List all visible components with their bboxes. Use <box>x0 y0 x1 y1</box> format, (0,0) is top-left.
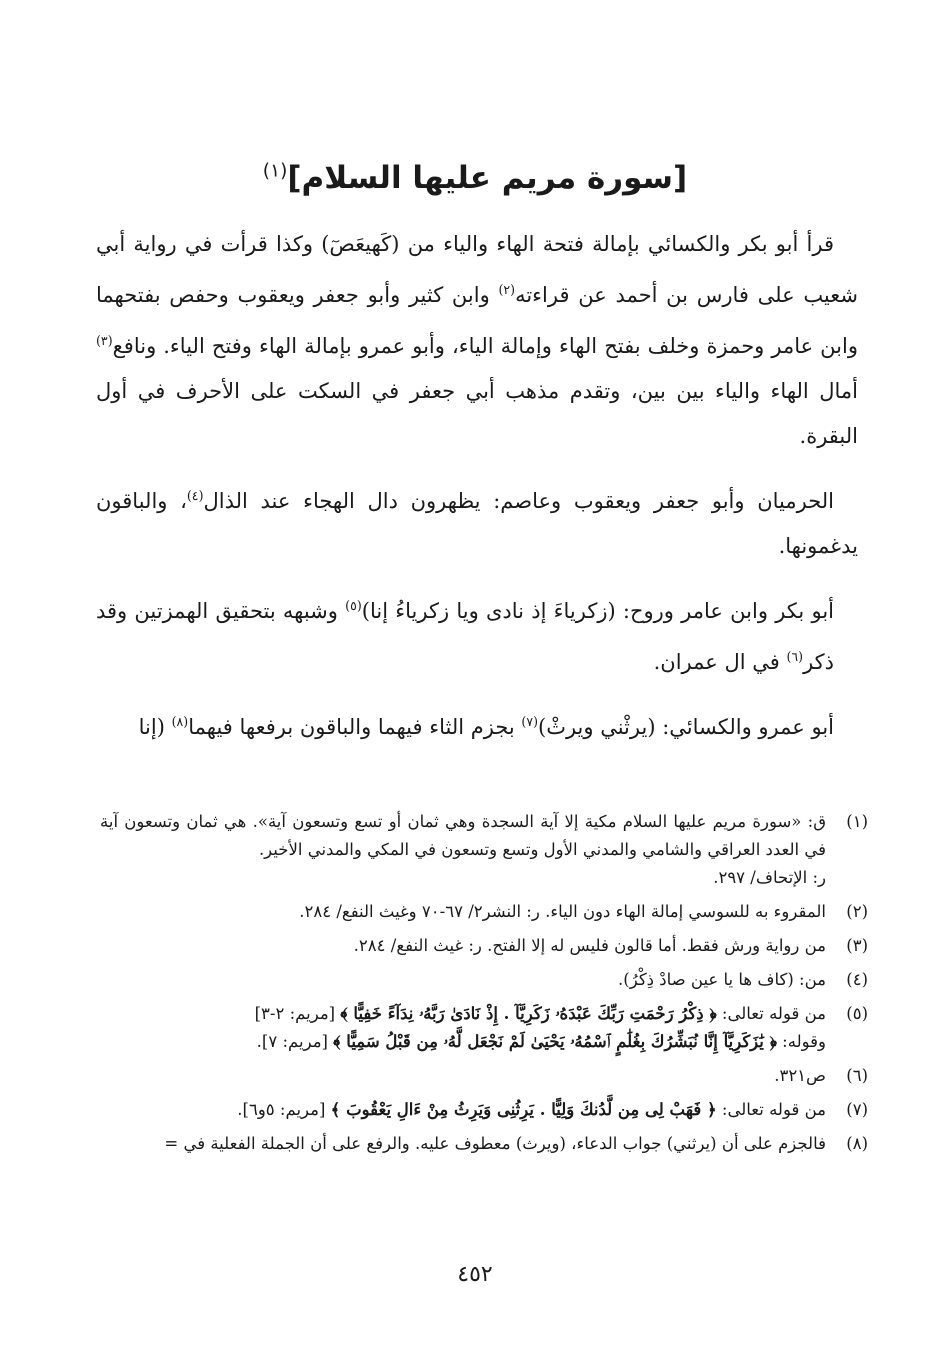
footnote-text: المقروء به للسوسي إمالة الهاء دون الياء. ر: النشر٢/ ٦٧-٧٠ وغيث النفع/ ٢٨٤. <box>299 902 826 921</box>
footnote-1 <box>100 808 868 892</box>
footnote-number: (١) <box>846 812 868 831</box>
footnote-number: (٤) <box>846 970 868 989</box>
footnote-number: (٧) <box>846 1100 868 1119</box>
footnote-ref: (٦) <box>786 649 804 664</box>
main-text <box>96 222 858 764</box>
surah-heading <box>0 160 950 196</box>
paragraph-text: أبو بكر وابن عامر وروح: (زكرياءَ إذ نادى ويا زكرياءُ إنا) <box>361 599 834 623</box>
footnote-text: من: (كاف ها يا عين صادْ ذِكْرُ). <box>618 970 826 989</box>
footnote-3 <box>100 932 868 960</box>
footnote-text: ر: الإتحاف/ ٢٩٧. <box>713 868 826 887</box>
footnote-ref: (٨) <box>171 714 189 729</box>
footnotes <box>100 808 868 1164</box>
footnote-ref: (٤) <box>186 488 204 503</box>
verse-reference: [مريم: ٥و٦]. <box>237 1100 331 1119</box>
footnote-line <box>100 1028 826 1056</box>
footnote-ref: (٢) <box>498 282 516 297</box>
paragraph-text: الحرميان وأبو جعفر ويعقوب وعاصم: يظهرون دال الهجاء عند الذال <box>203 489 834 513</box>
footnote-text: ق: «سورة مريم عليها السلام مكية إلا آية السجدة وهي ثمان أو تسع وتسعون آية». هي ثمان وتسعون آية في العدد العراقي والشامي والمدني الأول وتسع وتسعون في المكي والمدني الأخير. <box>100 812 826 859</box>
footnote-5 <box>100 1000 868 1056</box>
quran-verse: ﴿ يَٰزَكَرِيَّآ إِنَّا نُبَشِّرُكَ بِغُلَٰمٍ ٱسْمُهُۥ يَحْيَىٰ لَمْ نَجْعَل لَّهُۥ مِن قَبْلُ سَمِيًّا ﴾ <box>333 1032 777 1051</box>
footnote-7 <box>100 1096 868 1124</box>
footnote-number: (٢) <box>846 902 868 921</box>
footnote-ref: (١) <box>262 160 288 182</box>
footnote-number: (٥) <box>846 1004 868 1023</box>
verse-reference: [مريم: ٧]. <box>256 1032 334 1051</box>
paragraph <box>96 473 858 569</box>
paragraph-text: وابن كثير وأبو جعفر ويعقوب وحفص بفتحهما وابن عامر وحمزة وخلف بفتح الهاء وإمالة الياء، وأبو عمرو بإمالة الهاء وفتح الياء. ونافع <box>96 283 858 358</box>
footnote-2 <box>100 898 868 926</box>
footnote-ref: (٧) <box>521 714 538 729</box>
paragraph-text: قرأ أبو بكر والكسائي بإمالة فتحة الهاء والياء من (كَهيعَصٓ) وكذا قرأت في رواية أبي شعيب على فارس بن أحمد عن قراءته <box>96 232 859 307</box>
footnote-ref: (٣) <box>96 333 113 348</box>
page-number: ٤٥٢ <box>457 1262 493 1287</box>
footnote-text: فالجزم على أن (يرثني) جواب الدعاء، (ويرث) معطوف عليه. والرفع على أن الجملة الفعلية في = <box>164 1134 826 1153</box>
paragraph-text: ، والباقون يدغمونها. <box>96 489 858 558</box>
footnote-text: من رواية ورش فقط. أما قالون فليس له إلا الفتح. ر: غيث النفع/ ٢٨٤. <box>353 936 826 955</box>
footnote-text: ص٣٢١. <box>774 1066 826 1085</box>
quran-verse: ﴿ فَهَبْ لِى مِن لَّدُنكَ وَلِيًّا . يَرِثُنِى وَيَرِثُ مِنْ ءَالِ يَعْقُوبَ ﴾ <box>330 1100 717 1119</box>
footnote-text: من قوله تعالى: <box>716 1100 826 1119</box>
footnote-line <box>100 1000 826 1028</box>
surah-title: [سورة مريم عليها السلام] <box>287 160 688 196</box>
footnote-text: وقوله: <box>776 1032 826 1051</box>
paragraph-text: (إنا <box>138 715 172 739</box>
paragraph-text: وشبهه بتحقيق الهمزتين وقد ذكر <box>96 599 834 674</box>
paragraph-text: أبو عمرو والكسائي: (يرثْني ويرثْ) <box>538 715 834 739</box>
footnote-text: من قوله تعالى: <box>716 1004 826 1023</box>
footnote-4 <box>100 966 868 994</box>
quran-verse: ﴿ ذِكْرُ رَحْمَتِ رَبِّكَ عَبْدَهُۥ زَكَرِيَّآ . إِذْ نَادَىٰ رَبَّهُۥ نِدَآءً خَفِيًّا ﴾ <box>340 1004 717 1023</box>
paragraph <box>96 222 858 459</box>
footnote-6 <box>100 1062 868 1090</box>
paragraph <box>96 583 858 685</box>
footnote-number: (٨) <box>846 1134 868 1153</box>
footnote-number: (٣) <box>846 936 868 955</box>
footnote-8 <box>100 1130 868 1158</box>
footnote-body <box>100 808 826 892</box>
verse-reference: [مريم: ٢-٣] <box>254 1004 341 1023</box>
footnote-body <box>100 1096 826 1124</box>
footnote-number: (٦) <box>846 1066 868 1085</box>
footnote-ref: (٥) <box>345 598 362 613</box>
paragraph-text: في ال عمران. <box>653 650 787 674</box>
paragraph-text: أمال الهاء والياء بين بين، وتقدم مذهب أبي جعفر في السكت على الأحرف في أول البقرة. <box>96 379 858 448</box>
paragraph-text: بجزم الثاء فيهما والباقون برفعها فيهما <box>188 715 522 739</box>
footnote-body <box>100 1000 826 1056</box>
paragraph <box>96 699 858 750</box>
